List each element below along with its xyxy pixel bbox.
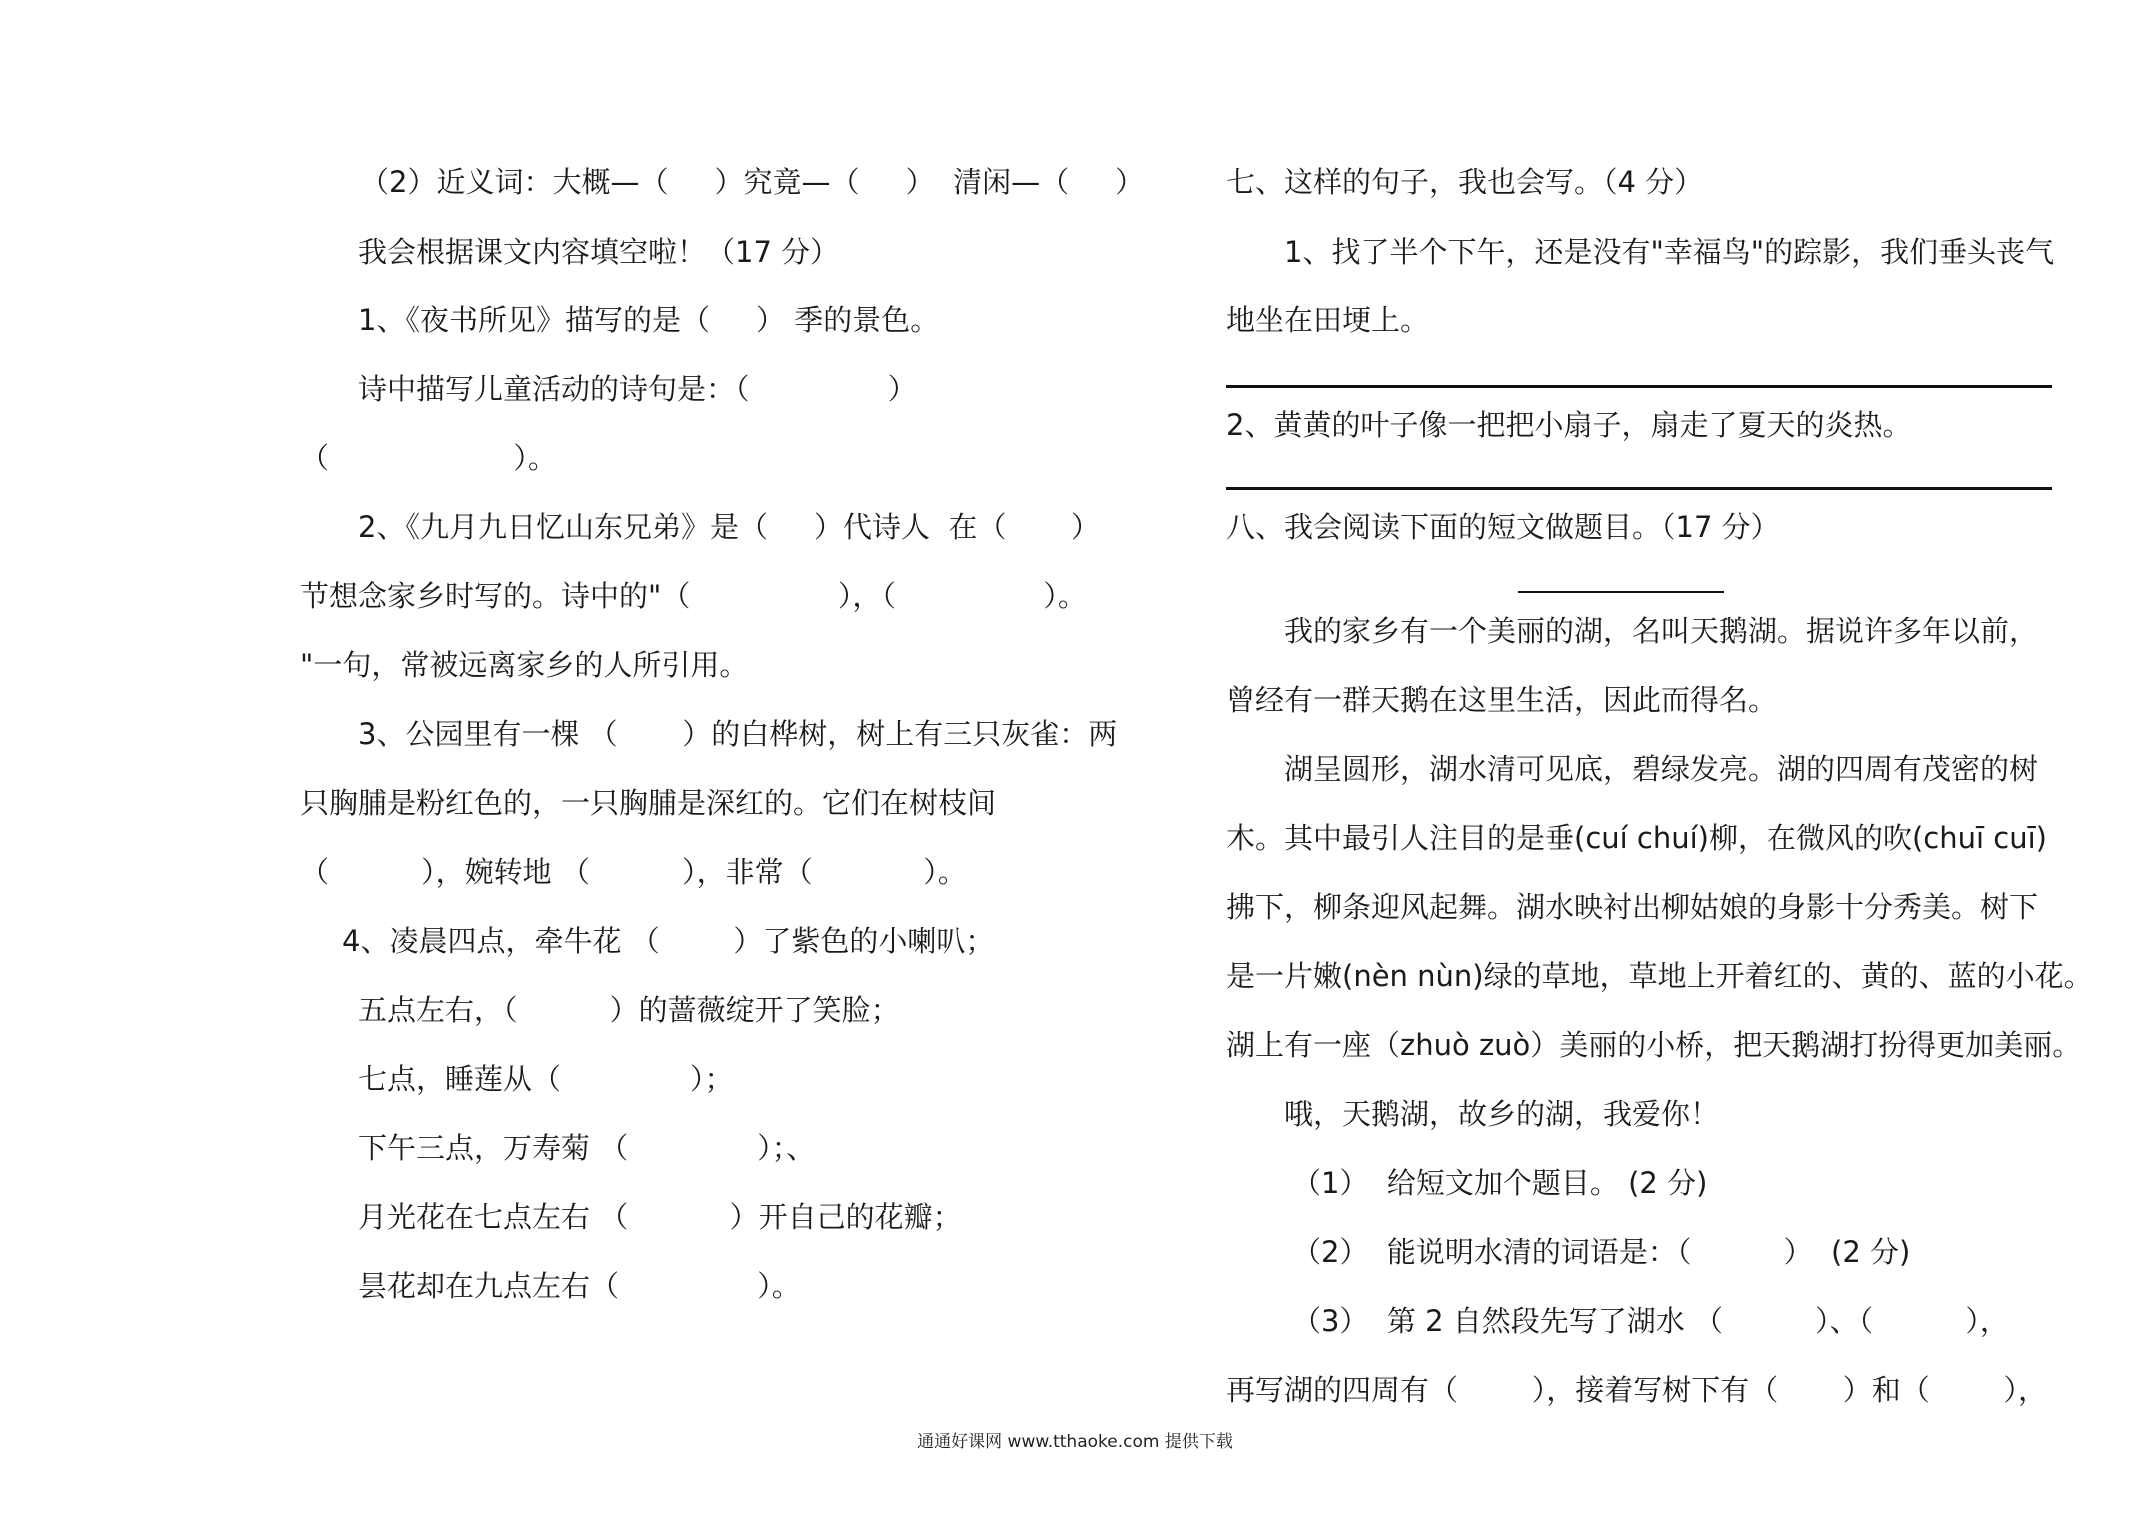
right-line-question1: （1） 给短文加个题目。 (2 分) <box>1292 1166 1708 1200</box>
left-line-q4-epiphyllum: 昙花却在九点左右（ ）。 <box>358 1269 801 1303</box>
left-line-q2: 2、《九月九日忆山东兄弟》是（ ）代诗人 在（ ） <box>358 510 1101 544</box>
right-line-question2: （2） 能说明水清的词语是：（ ） (2 分) <box>1292 1235 1911 1269</box>
right-line-section8-heading: 八、我会阅读下面的短文做题目。（17 分） <box>1226 510 1780 544</box>
title-blank-line <box>1518 591 1724 593</box>
left-line-q1: 1、《夜书所见》描写的是（ ） 季的景色。 <box>358 303 940 337</box>
right-line-question3: （3） 第 2 自然段先写了湖水 （ ）、（ ）， <box>1292 1304 2009 1338</box>
left-line-q4-rose: 五点左右，（ ）的蔷薇绽开了笑脸； <box>358 993 900 1027</box>
left-line-q4-marigold: 下午三点，万寿菊 （ ）；、 <box>358 1131 816 1165</box>
left-line-q2-end: "一句，常被远离家乡的人所引用。 <box>300 648 749 682</box>
left-line-q1-blank: （ ）。 <box>300 441 557 475</box>
answer-line-1 <box>1226 385 2052 388</box>
left-line-q2-cont: 节想念家乡时写的。诗中的"（ ），（ ）。 <box>300 579 1087 613</box>
left-line-q3-cont: 只胸脯是粉红色的，一只胸脯是深红的。它们在树枝间 <box>300 786 997 820</box>
left-line-q4: 4、凌晨四点，牵牛花 （ ）了紫色的小喇叭； <box>342 924 995 958</box>
right-line-s7-q1-cont: 地坐在田埂上。 <box>1226 303 1430 337</box>
left-line-q4-lotus: 七点，睡莲从（ ）； <box>358 1062 734 1096</box>
left-line-q1-poem: 诗中描写儿童活动的诗句是：（ ） <box>358 372 917 406</box>
right-line-para3: 哦，天鹅湖，故乡的湖，我爱你！ <box>1284 1097 1720 1131</box>
right-line-para2-l2: 木。其中最引人注目的是垂(cuí chuí)柳，在微风的吹(chuī cuī) <box>1226 821 2047 855</box>
right-line-question3-cont: 再写湖的四周有（ ），接着写树下有（ ）和（ ）， <box>1226 1373 2048 1407</box>
left-line-q3: 3、公园里有一棵 （ ）的白桦树，树上有三只灰雀：两 <box>358 717 1118 751</box>
right-line-section7-heading: 七、这样的句子，我也会写。（4 分） <box>1226 165 1704 199</box>
right-line-para1: 我的家乡有一个美丽的湖，名叫天鹅湖。据说许多年以前， <box>1284 614 2039 648</box>
footer-credit: 通通好课网 www.tthaoke.com 提供下载 <box>917 1432 1233 1452</box>
answer-line-2 <box>1226 487 2052 490</box>
left-line-q3-end: （ ），婉转地 （ ），非常（ ）。 <box>300 855 967 889</box>
right-line-para2-l3: 拂下，柳条迎风起舞。湖水映衬出柳姑娘的身影十分秀美。树下 <box>1226 890 2039 924</box>
right-line-s7-q1: 1、找了半个下午，还是没有"幸福鸟"的踪影，我们垂头丧气 <box>1284 235 2055 269</box>
left-line-q4-moonflower: 月光花在七点左右 （ ）开自己的花瓣； <box>358 1200 962 1234</box>
left-line-synonyms: （2）近义词：大概—（ ）究竟—（ ） 清闲—（ ） <box>360 165 1145 199</box>
right-line-s7-q2: 2、黄黄的叶子像一把把小扇子，扇走了夏天的炎热。 <box>1226 408 1912 442</box>
left-line-section-heading: 我会根据课文内容填空啦！（17 分） <box>358 235 840 269</box>
right-line-para2: 湖呈圆形，湖水清可见底，碧绿发亮。湖的四周有茂密的树 <box>1284 752 2039 786</box>
right-line-para1-cont: 曾经有一群天鹅在这里生活，因此而得名。 <box>1226 683 1778 717</box>
right-line-para2-l4: 是一片嫩(nèn nùn)绿的草地，草地上开着红的、黄的、蓝的小花。 <box>1226 959 2093 993</box>
right-line-para2-l5: 湖上有一座（zhuò zuò）美丽的小桥，把天鹅湖打扮得更加美丽。 <box>1226 1028 2082 1062</box>
